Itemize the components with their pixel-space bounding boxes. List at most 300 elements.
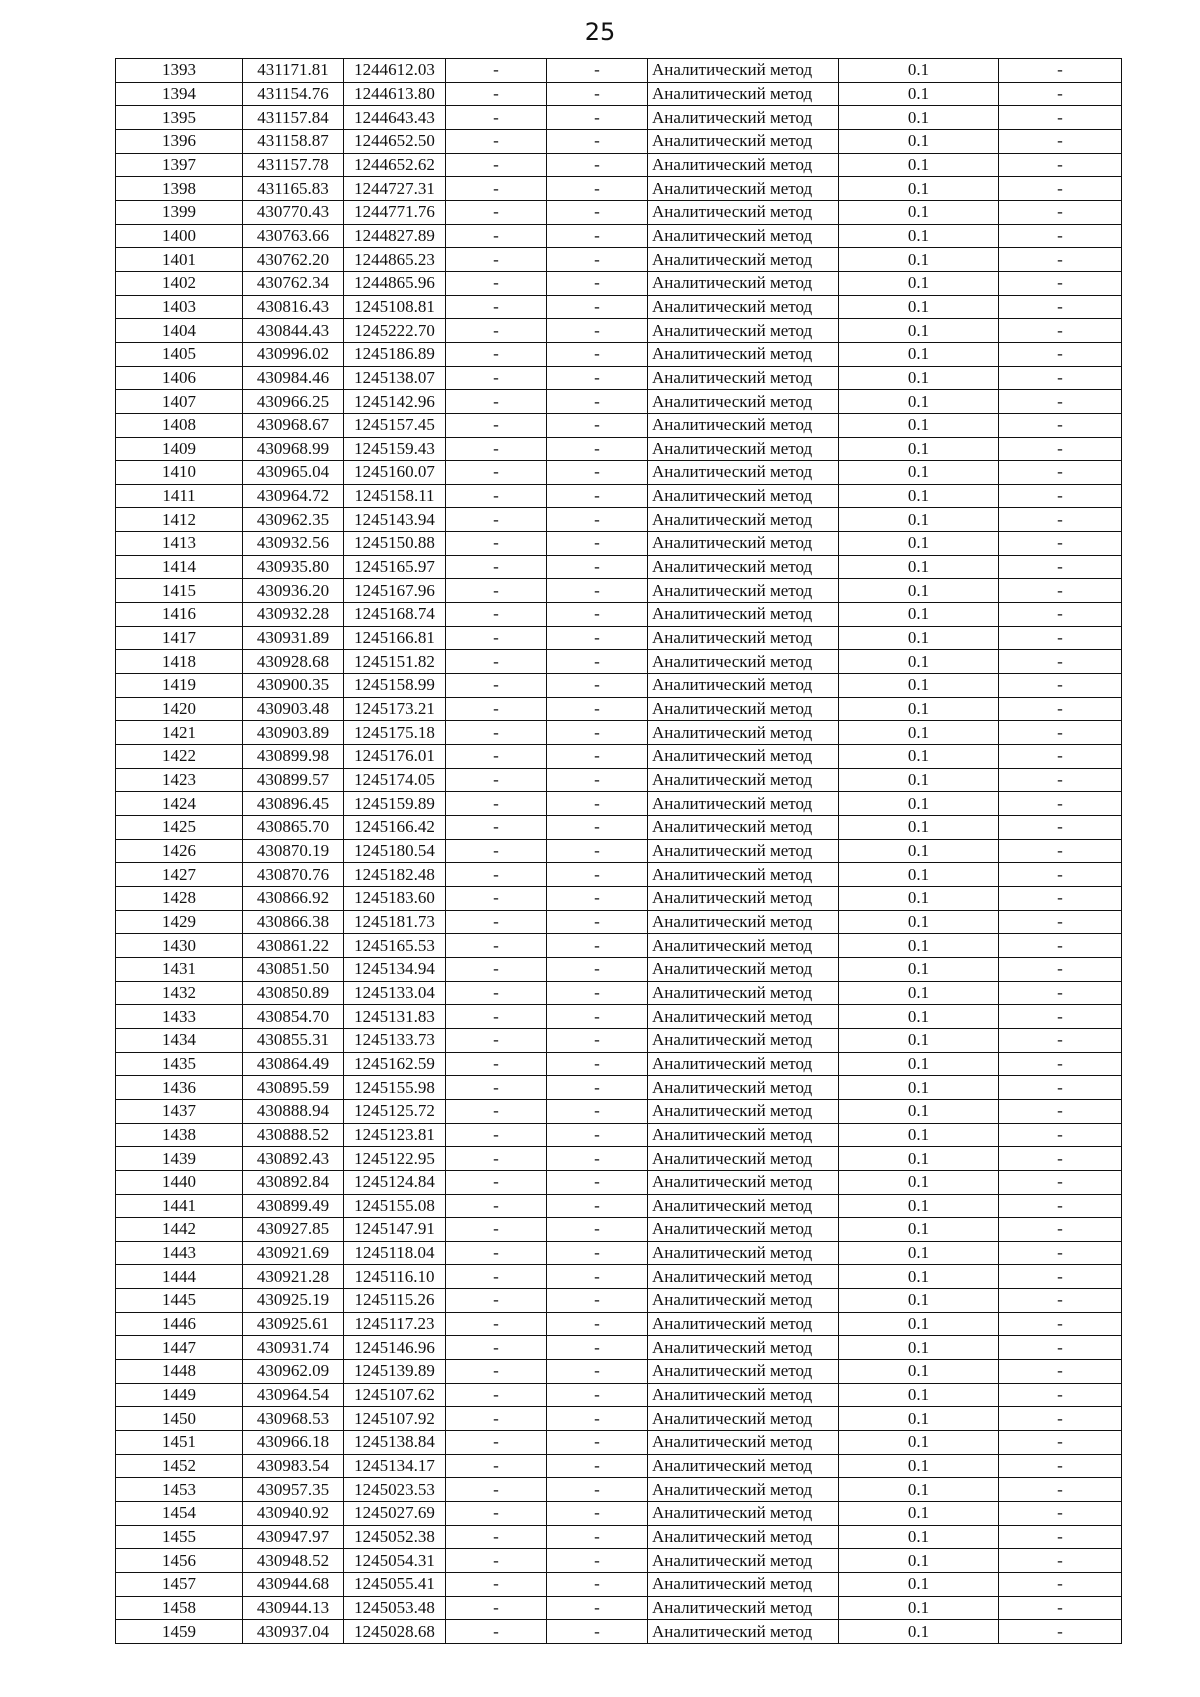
- x-coordinate: 430962.35: [243, 508, 344, 532]
- dash-cell: -: [547, 1454, 648, 1478]
- dash-cell: -: [446, 579, 547, 603]
- precision-cell: 0.1: [839, 957, 999, 981]
- dash-cell: -: [446, 1170, 547, 1194]
- x-coordinate: 431157.78: [243, 153, 344, 177]
- method-cell: Аналитический метод: [648, 839, 839, 863]
- y-coordinate: 1245142.96: [344, 390, 446, 414]
- dash-cell: -: [446, 674, 547, 698]
- precision-cell: 0.1: [839, 200, 999, 224]
- dash-cell: -: [547, 1525, 648, 1549]
- y-coordinate: 1245155.98: [344, 1076, 446, 1100]
- dash-cell: -: [547, 413, 648, 437]
- method-cell: Аналитический метод: [648, 697, 839, 721]
- precision-cell: 0.1: [839, 745, 999, 769]
- precision-cell: 0.1: [839, 177, 999, 201]
- y-coordinate: 1245160.07: [344, 461, 446, 485]
- x-coordinate: 430762.34: [243, 271, 344, 295]
- y-coordinate: 1245151.82: [344, 650, 446, 674]
- dash-cell: -: [999, 532, 1122, 556]
- x-coordinate: 430940.92: [243, 1502, 344, 1526]
- x-coordinate: 430932.28: [243, 603, 344, 627]
- table-row: [116, 886, 1122, 910]
- dash-cell: -: [547, 129, 648, 153]
- point-number: 1424: [116, 792, 243, 816]
- y-coordinate: 1244771.76: [344, 200, 446, 224]
- dash-cell: -: [547, 1052, 648, 1076]
- y-coordinate: 1245167.96: [344, 579, 446, 603]
- point-number: 1410: [116, 461, 243, 485]
- table-row: [116, 697, 1122, 721]
- method-cell: Аналитический метод: [648, 1170, 839, 1194]
- y-coordinate: 1244652.50: [344, 129, 446, 153]
- table-row: [116, 1028, 1122, 1052]
- dash-cell: -: [547, 1241, 648, 1265]
- dash-cell: -: [547, 1312, 648, 1336]
- dash-cell: -: [446, 1241, 547, 1265]
- y-coordinate: 1245168.74: [344, 603, 446, 627]
- y-coordinate: 1245182.48: [344, 863, 446, 887]
- dash-cell: -: [446, 1099, 547, 1123]
- table-row: [116, 1620, 1122, 1644]
- point-number: 1398: [116, 177, 243, 201]
- dash-cell: -: [999, 816, 1122, 840]
- dash-cell: -: [547, 555, 648, 579]
- method-cell: Аналитический метод: [648, 1289, 839, 1313]
- dash-cell: -: [446, 1289, 547, 1313]
- x-coordinate: 430921.69: [243, 1241, 344, 1265]
- dash-cell: -: [999, 413, 1122, 437]
- table-row: [116, 957, 1122, 981]
- dash-cell: -: [547, 153, 648, 177]
- point-number: 1427: [116, 863, 243, 887]
- point-number: 1449: [116, 1383, 243, 1407]
- y-coordinate: 1244865.96: [344, 271, 446, 295]
- point-number: 1448: [116, 1360, 243, 1384]
- precision-cell: 0.1: [839, 839, 999, 863]
- point-number: 1417: [116, 626, 243, 650]
- method-cell: Аналитический метод: [648, 153, 839, 177]
- dash-cell: -: [446, 82, 547, 106]
- dash-cell: -: [446, 981, 547, 1005]
- point-number: 1428: [116, 886, 243, 910]
- point-number: 1457: [116, 1573, 243, 1597]
- x-coordinate: 430964.72: [243, 484, 344, 508]
- x-coordinate: 430931.74: [243, 1336, 344, 1360]
- x-coordinate: 431171.81: [243, 59, 344, 83]
- point-number: 1443: [116, 1241, 243, 1265]
- dash-cell: -: [547, 674, 648, 698]
- point-number: 1455: [116, 1525, 243, 1549]
- dash-cell: -: [999, 603, 1122, 627]
- point-number: 1458: [116, 1596, 243, 1620]
- dash-cell: -: [547, 603, 648, 627]
- method-cell: Аналитический метод: [648, 650, 839, 674]
- dash-cell: -: [446, 59, 547, 83]
- dash-cell: -: [999, 1478, 1122, 1502]
- table-row: [116, 82, 1122, 106]
- dash-cell: -: [547, 106, 648, 130]
- dash-cell: -: [999, 59, 1122, 83]
- method-cell: Аналитический метод: [648, 366, 839, 390]
- method-cell: Аналитический метод: [648, 271, 839, 295]
- precision-cell: 0.1: [839, 650, 999, 674]
- dash-cell: -: [547, 886, 648, 910]
- method-cell: Аналитический метод: [648, 1431, 839, 1455]
- x-coordinate: 430964.54: [243, 1383, 344, 1407]
- point-number: 1439: [116, 1147, 243, 1171]
- precision-cell: 0.1: [839, 1454, 999, 1478]
- table-row: [116, 792, 1122, 816]
- x-coordinate: 430944.68: [243, 1573, 344, 1597]
- table-row: [116, 248, 1122, 272]
- x-coordinate: 430966.25: [243, 390, 344, 414]
- y-coordinate: 1245055.41: [344, 1573, 446, 1597]
- y-coordinate: 1245107.62: [344, 1383, 446, 1407]
- dash-cell: -: [999, 957, 1122, 981]
- dash-cell: -: [999, 626, 1122, 650]
- method-cell: Аналитический метод: [648, 626, 839, 650]
- dash-cell: -: [446, 1478, 547, 1502]
- table-row: [116, 484, 1122, 508]
- x-coordinate: 431158.87: [243, 129, 344, 153]
- y-coordinate: 1245118.04: [344, 1241, 446, 1265]
- method-cell: Аналитический метод: [648, 342, 839, 366]
- y-coordinate: 1245159.43: [344, 437, 446, 461]
- dash-cell: -: [547, 295, 648, 319]
- y-coordinate: 1245115.26: [344, 1289, 446, 1313]
- x-coordinate: 430895.59: [243, 1076, 344, 1100]
- method-cell: Аналитический метод: [648, 461, 839, 485]
- precision-cell: 0.1: [839, 1549, 999, 1573]
- x-coordinate: 430870.19: [243, 839, 344, 863]
- x-coordinate: 430927.85: [243, 1218, 344, 1242]
- dash-cell: -: [547, 532, 648, 556]
- point-number: 1459: [116, 1620, 243, 1644]
- table-row: [116, 1123, 1122, 1147]
- x-coordinate: 431165.83: [243, 177, 344, 201]
- table-row: [116, 413, 1122, 437]
- dash-cell: -: [446, 957, 547, 981]
- x-coordinate: 430892.43: [243, 1147, 344, 1171]
- dash-cell: -: [999, 1076, 1122, 1100]
- table-row: [116, 650, 1122, 674]
- dash-cell: -: [999, 863, 1122, 887]
- point-number: 1431: [116, 957, 243, 981]
- table-row: [116, 390, 1122, 414]
- dash-cell: -: [446, 319, 547, 343]
- y-coordinate: 1245143.94: [344, 508, 446, 532]
- dash-cell: -: [999, 1596, 1122, 1620]
- method-cell: Аналитический метод: [648, 1478, 839, 1502]
- table-row: [116, 1099, 1122, 1123]
- dash-cell: -: [547, 437, 648, 461]
- x-coordinate: 430932.56: [243, 532, 344, 556]
- dash-cell: -: [547, 721, 648, 745]
- y-coordinate: 1245166.81: [344, 626, 446, 650]
- y-coordinate: 1244612.03: [344, 59, 446, 83]
- x-coordinate: 430896.45: [243, 792, 344, 816]
- dash-cell: -: [547, 1478, 648, 1502]
- precision-cell: 0.1: [839, 295, 999, 319]
- y-coordinate: 1245174.05: [344, 768, 446, 792]
- x-coordinate: 431154.76: [243, 82, 344, 106]
- precision-cell: 0.1: [839, 1431, 999, 1455]
- method-cell: Аналитический метод: [648, 745, 839, 769]
- dash-cell: -: [999, 674, 1122, 698]
- y-coordinate: 1245166.42: [344, 816, 446, 840]
- method-cell: Аналитический метод: [648, 1525, 839, 1549]
- precision-cell: 0.1: [839, 413, 999, 437]
- dash-cell: -: [547, 981, 648, 1005]
- dash-cell: -: [999, 792, 1122, 816]
- dash-cell: -: [547, 1431, 648, 1455]
- table-row: [116, 129, 1122, 153]
- x-coordinate: 430763.66: [243, 224, 344, 248]
- table-row: [116, 603, 1122, 627]
- precision-cell: 0.1: [839, 1596, 999, 1620]
- point-number: 1402: [116, 271, 243, 295]
- y-coordinate: 1245122.95: [344, 1147, 446, 1171]
- point-number: 1425: [116, 816, 243, 840]
- precision-cell: 0.1: [839, 1407, 999, 1431]
- dash-cell: -: [999, 248, 1122, 272]
- dash-cell: -: [547, 1147, 648, 1171]
- dash-cell: -: [446, 697, 547, 721]
- point-number: 1418: [116, 650, 243, 674]
- point-number: 1420: [116, 697, 243, 721]
- y-coordinate: 1245186.89: [344, 342, 446, 366]
- point-number: 1453: [116, 1478, 243, 1502]
- point-number: 1405: [116, 342, 243, 366]
- dash-cell: -: [547, 508, 648, 532]
- method-cell: Аналитический метод: [648, 106, 839, 130]
- dash-cell: -: [446, 1052, 547, 1076]
- precision-cell: 0.1: [839, 342, 999, 366]
- table-row: [116, 1549, 1122, 1573]
- y-coordinate: 1245054.31: [344, 1549, 446, 1573]
- x-coordinate: 430947.97: [243, 1525, 344, 1549]
- method-cell: Аналитический метод: [648, 674, 839, 698]
- table-row: [116, 934, 1122, 958]
- dash-cell: -: [446, 177, 547, 201]
- y-coordinate: 1245165.53: [344, 934, 446, 958]
- dash-cell: -: [446, 1502, 547, 1526]
- y-coordinate: 1244865.23: [344, 248, 446, 272]
- table-row: [116, 1289, 1122, 1313]
- method-cell: Аналитический метод: [648, 437, 839, 461]
- dash-cell: -: [446, 342, 547, 366]
- point-number: 1429: [116, 910, 243, 934]
- dash-cell: -: [547, 626, 648, 650]
- method-cell: Аналитический метод: [648, 1194, 839, 1218]
- dash-cell: -: [547, 484, 648, 508]
- y-coordinate: 1245138.07: [344, 366, 446, 390]
- x-coordinate: 430900.35: [243, 674, 344, 698]
- y-coordinate: 1245146.96: [344, 1336, 446, 1360]
- precision-cell: 0.1: [839, 1123, 999, 1147]
- point-number: 1395: [116, 106, 243, 130]
- x-coordinate: 430816.43: [243, 295, 344, 319]
- dash-cell: -: [547, 461, 648, 485]
- dash-cell: -: [547, 1265, 648, 1289]
- precision-cell: 0.1: [839, 437, 999, 461]
- precision-cell: 0.1: [839, 721, 999, 745]
- dash-cell: -: [446, 1336, 547, 1360]
- point-number: 1454: [116, 1502, 243, 1526]
- y-coordinate: 1245162.59: [344, 1052, 446, 1076]
- table-row: [116, 816, 1122, 840]
- x-coordinate: 430935.80: [243, 555, 344, 579]
- dash-cell: -: [446, 792, 547, 816]
- x-coordinate: 430936.20: [243, 579, 344, 603]
- precision-cell: 0.1: [839, 934, 999, 958]
- x-coordinate: 430866.92: [243, 886, 344, 910]
- y-coordinate: 1245158.99: [344, 674, 446, 698]
- y-coordinate: 1245157.45: [344, 413, 446, 437]
- point-number: 1419: [116, 674, 243, 698]
- table-row: [116, 532, 1122, 556]
- dash-cell: -: [547, 957, 648, 981]
- dash-cell: -: [999, 1573, 1122, 1597]
- method-cell: Аналитический метод: [648, 1147, 839, 1171]
- dash-cell: -: [999, 1525, 1122, 1549]
- dash-cell: -: [999, 1147, 1122, 1171]
- dash-cell: -: [446, 1194, 547, 1218]
- dash-cell: -: [999, 1218, 1122, 1242]
- precision-cell: 0.1: [839, 768, 999, 792]
- precision-cell: 0.1: [839, 1052, 999, 1076]
- point-number: 1435: [116, 1052, 243, 1076]
- dash-cell: -: [446, 129, 547, 153]
- table-row: [116, 1147, 1122, 1171]
- table-row: [116, 1383, 1122, 1407]
- dash-cell: -: [999, 745, 1122, 769]
- dash-cell: -: [547, 1383, 648, 1407]
- dash-cell: -: [999, 839, 1122, 863]
- dash-cell: -: [547, 745, 648, 769]
- y-coordinate: 1245147.91: [344, 1218, 446, 1242]
- y-coordinate: 1245134.94: [344, 957, 446, 981]
- method-cell: Аналитический метод: [648, 1573, 839, 1597]
- x-coordinate: 430948.52: [243, 1549, 344, 1573]
- method-cell: Аналитический метод: [648, 1028, 839, 1052]
- dash-cell: -: [999, 1028, 1122, 1052]
- dash-cell: -: [999, 579, 1122, 603]
- dash-cell: -: [446, 1218, 547, 1242]
- dash-cell: -: [446, 532, 547, 556]
- dash-cell: -: [547, 910, 648, 934]
- x-coordinate: 430968.67: [243, 413, 344, 437]
- method-cell: Аналитический метод: [648, 200, 839, 224]
- dash-cell: -: [999, 886, 1122, 910]
- table-row: [116, 177, 1122, 201]
- method-cell: Аналитический метод: [648, 1336, 839, 1360]
- x-coordinate: 430844.43: [243, 319, 344, 343]
- y-coordinate: 1245123.81: [344, 1123, 446, 1147]
- dash-cell: -: [547, 1218, 648, 1242]
- page-number: 25: [584, 18, 616, 46]
- dash-cell: -: [446, 106, 547, 130]
- dash-cell: -: [999, 129, 1122, 153]
- dash-cell: -: [999, 1454, 1122, 1478]
- dash-cell: -: [999, 1265, 1122, 1289]
- method-cell: Аналитический метод: [648, 532, 839, 556]
- dash-cell: -: [547, 839, 648, 863]
- dash-cell: -: [446, 1312, 547, 1336]
- dash-cell: -: [999, 319, 1122, 343]
- dash-cell: -: [446, 1076, 547, 1100]
- method-cell: Аналитический метод: [648, 1502, 839, 1526]
- x-coordinate: 430866.38: [243, 910, 344, 934]
- dash-cell: -: [999, 82, 1122, 106]
- table-row: [116, 1431, 1122, 1455]
- table-row: [116, 1312, 1122, 1336]
- x-coordinate: 430870.76: [243, 863, 344, 887]
- table-row: [116, 461, 1122, 485]
- dash-cell: -: [999, 910, 1122, 934]
- point-number: 1414: [116, 555, 243, 579]
- dash-cell: -: [547, 579, 648, 603]
- method-cell: Аналитический метод: [648, 1241, 839, 1265]
- dash-cell: -: [446, 910, 547, 934]
- y-coordinate: 1244827.89: [344, 224, 446, 248]
- precision-cell: 0.1: [839, 1336, 999, 1360]
- precision-cell: 0.1: [839, 1265, 999, 1289]
- point-number: 1430: [116, 934, 243, 958]
- dash-cell: -: [547, 1549, 648, 1573]
- table-row: [116, 1218, 1122, 1242]
- x-coordinate: 430937.04: [243, 1620, 344, 1644]
- precision-cell: 0.1: [839, 1573, 999, 1597]
- y-coordinate: 1245180.54: [344, 839, 446, 863]
- point-number: 1445: [116, 1289, 243, 1313]
- y-coordinate: 1245173.21: [344, 697, 446, 721]
- dash-cell: -: [446, 508, 547, 532]
- dash-cell: -: [999, 200, 1122, 224]
- dash-cell: -: [446, 1265, 547, 1289]
- precision-cell: 0.1: [839, 153, 999, 177]
- method-cell: Аналитический метод: [648, 957, 839, 981]
- x-coordinate: 430968.53: [243, 1407, 344, 1431]
- dash-cell: -: [446, 200, 547, 224]
- method-cell: Аналитический метод: [648, 886, 839, 910]
- precision-cell: 0.1: [839, 626, 999, 650]
- method-cell: Аналитический метод: [648, 981, 839, 1005]
- dash-cell: -: [999, 1099, 1122, 1123]
- dash-cell: -: [547, 1289, 648, 1313]
- table-row: [116, 555, 1122, 579]
- table-row: [116, 1525, 1122, 1549]
- method-cell: Аналитический метод: [648, 484, 839, 508]
- precision-cell: 0.1: [839, 59, 999, 83]
- dash-cell: -: [547, 1005, 648, 1029]
- x-coordinate: 430944.13: [243, 1596, 344, 1620]
- dash-cell: -: [547, 934, 648, 958]
- precision-cell: 0.1: [839, 1218, 999, 1242]
- method-cell: Аналитический метод: [648, 129, 839, 153]
- table-row: [116, 839, 1122, 863]
- point-number: 1423: [116, 768, 243, 792]
- precision-cell: 0.1: [839, 1147, 999, 1171]
- method-cell: Аналитический метод: [648, 1218, 839, 1242]
- precision-cell: 0.1: [839, 484, 999, 508]
- dash-cell: -: [999, 555, 1122, 579]
- dash-cell: -: [999, 1194, 1122, 1218]
- table-row: [116, 1478, 1122, 1502]
- method-cell: Аналитический метод: [648, 768, 839, 792]
- method-cell: Аналитический метод: [648, 910, 839, 934]
- dash-cell: -: [446, 650, 547, 674]
